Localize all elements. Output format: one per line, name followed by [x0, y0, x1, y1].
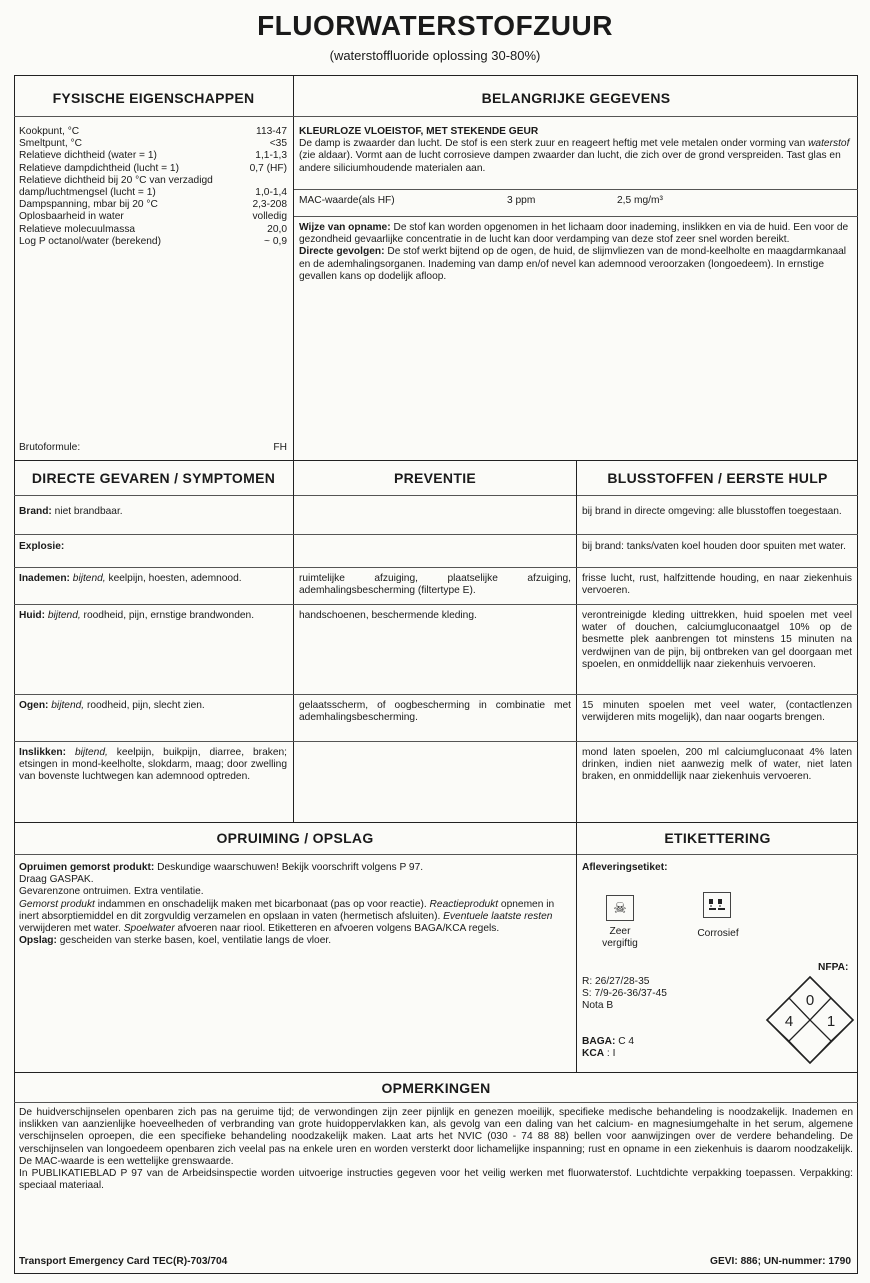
storage-instruction: Opslag: gescheiden van sterke basen, koel, ventilatie langs de vloer. [19, 935, 332, 947]
remarks-text [19, 1107, 853, 1192]
property-row: Relatieve dichtheid bij 20 °C van verzadigd [19, 174, 213, 186]
aid-inhalation: frisse lucht, rust, halfzittende houding, en naar ziekenhuis vervoeren. [582, 573, 852, 597]
mac-label: MAC-waarde(als HF) [299, 195, 395, 206]
mac-mg: 2,5 mg/m³ [617, 195, 663, 206]
aid-skin: verontreinigde kleding uittrekken, huid spoelen met veel water of douchen, calciumgluconaatgel 10% op de besmette plek aanbrengen tot minstens 15 minuten na verdwijnen van de pijn, bij ontbreken van gel doorgaan met spoelen, en onmiddellijk naar ziekenhuis vervoeren. [582, 610, 852, 670]
divider [576, 460, 577, 822]
waste-codes [582, 1036, 762, 1060]
first-aid-heading: BLUSSTOFFEN / EERSTE HULP [607, 470, 828, 486]
important-heading: BELANGRIJKE GEGEVENS [481, 90, 671, 106]
divider [14, 116, 858, 117]
formula-value: FH [273, 442, 287, 453]
divider [14, 1102, 858, 1103]
mac-ppm: 3 ppm [507, 195, 536, 206]
prevention-inhalation: ruimtelijke afzuiging, plaatselijke afzuiging, ademhalingsbescherming (filtertype E). [299, 573, 571, 597]
nfpa-reactivity-value: 1 [826, 1013, 836, 1030]
divider [14, 694, 858, 695]
intake-paragraph: Wijze van opname: De stof kan worden opgenomen in het lichaam door inademing, inslikken en via de huid. Een voor de gezondheid gevaarlijke concentratie in de lucht kan door verdamping van deze stof zeer snel worden bereikt. [299, 222, 849, 246]
prevention-heading: PREVENTIE [393, 470, 477, 486]
prevention-skin: handschoenen, beschermende kleding. [299, 610, 477, 621]
nfpa-diamond [765, 975, 855, 1065]
divider [293, 75, 294, 460]
kca-code: KCA : I [582, 1048, 616, 1060]
property-row: damp/luchtmengsel (lucht = 1) 1,0-1,4 [19, 187, 287, 199]
skull-icon: ☠ [606, 895, 634, 921]
appearance-lead: KLEURLOZE VLOEISTOF, MET STEKENDE GEUR [299, 126, 539, 137]
hazard-inhalation: Inademen: bijtend, keelpijn, hoesten, ademnood. [19, 573, 242, 584]
corrosive-icon [703, 892, 731, 918]
formula-row [19, 442, 287, 454]
hazard-explosion: Explosie: [19, 541, 65, 552]
important-description [299, 126, 852, 175]
property-row: Log P octanol/water (berekend) ~ 0,9 [19, 235, 287, 247]
property-row: Dampspanning, mbar bij 20 °C 2,3-208 [19, 199, 287, 211]
divider [293, 460, 294, 822]
risk-phrases [582, 976, 762, 1013]
storage-text [19, 862, 570, 947]
intake-section [299, 222, 852, 283]
aid-fire: bij brand in directe omgeving: alle blusstoffen toegestaan. [582, 506, 842, 517]
divider [14, 741, 858, 742]
physical-properties-list [19, 126, 287, 248]
symptoms-heading: DIRECTE GEVAREN / SYMPTOMEN [31, 470, 276, 486]
baga-code: BAGA: C 4 [582, 1036, 635, 1047]
nfpa-label: NFPA: [818, 962, 849, 973]
spill-procedure: Gemorst produkt indammen en onschadelijk maken met bicarbonaat (pas op voor reactie). Reactieprodukt opnemen in inert absorptiemiddel en dit zorgvuldig verzamelen en opslaan in vaten (hermetisch afsluiten). Eventuele laatste resten verwijderen met water. Spoelwater afvoeren naar riool. Etiketteren en afvoeren volgens BAGA/KCA regels. [19, 898, 555, 935]
formula-label: Brutoformule: [19, 442, 81, 453]
nota: Nota B [582, 1000, 614, 1012]
property-row: Relatieve molecuulmassa 20,0 [19, 223, 287, 235]
nfpa-health-value: 4 [784, 1013, 794, 1030]
corrosive-caption: Corrosief [697, 928, 739, 939]
property-row: Smeltpunt, °C <35 [19, 138, 287, 150]
property-row: Kookpunt, °C 113-47 [19, 126, 287, 137]
storage-heading: OPRUIMING / OPSLAG [216, 830, 374, 846]
s-phrases: S: 7/9-26-36/37-45 [582, 988, 667, 1000]
remarks-paragraph: In PUBLIKATIEBLAD P 97 van de Arbeidsinspectie worden uitvoerige instructies gegeven voor het veilig werken met fluorwaterstof. Luchtdichte verpakking toepassen. Verpakking: speciaal materiaal. [19, 1168, 853, 1192]
r-phrases: R: 26/27/28-35 [582, 976, 650, 987]
spill-instruction: Opruimen gemorst produkt: Deskundige waarschuwen! Bekijk voorschrift volgens P 97. [19, 862, 424, 873]
labeling-heading: ETIKETTERING [664, 830, 771, 846]
toxic-caption: Zeer vergiftig [602, 926, 638, 950]
physical-heading: FYSISCHE EIGENSCHAPPEN [52, 90, 255, 106]
aid-ingestion: mond laten spoelen, 200 ml calciumgluconaat 4% laten drinken, indien niet aanwezig melk of water, niet laten braken, en onmiddellijk naar ziekenhuis vervoeren. [582, 747, 852, 783]
divider [14, 822, 858, 823]
page-subtitle: (waterstoffluoride oplossing 30-80%) [329, 48, 541, 63]
aid-explosion: bij brand: tanks/vaten koel houden door spuiten met water. [582, 541, 846, 552]
divider [14, 1072, 858, 1073]
divider [294, 216, 858, 217]
mac-row [299, 195, 852, 209]
hazard-eyes: Ogen: bijtend, roodheid, pijn, slecht zien. [19, 700, 205, 711]
nfpa-fire-value: 0 [805, 992, 815, 1009]
divider [14, 534, 858, 535]
property-row: Relatieve dampdichtheid (lucht = 1) 0,7 (HF) [19, 162, 287, 174]
page-title: FLUORWATERSTOFZUUR [257, 10, 613, 41]
divider [14, 854, 858, 855]
spill-line: Gevarenzone ontruimen. Extra ventilatie. [19, 886, 204, 898]
divider [294, 189, 858, 190]
delivery-label: Afleveringsetiket: [582, 862, 668, 873]
divider [14, 567, 858, 568]
divider [14, 604, 858, 605]
spill-line: Draag GASPAK. [19, 874, 94, 886]
divider [14, 495, 858, 496]
property-row: Relatieve dichtheid (water = 1) 1,1-1,3 [19, 150, 287, 162]
footer-un-number: GEVI: 886; UN-nummer: 1790 [710, 1256, 851, 1267]
footer-card-id: Transport Emergency Card TEC(R)-703/704 [19, 1256, 228, 1267]
hazard-ingestion: Inslikken: bijtend, keelpijn, buikpijn, diarree, braken; etsingen in mond-keelholte, slokdarm, maag; door zwelling van bovenste luchtwegen kan ademnood optreden. [19, 747, 287, 783]
remarks-heading: OPMERKINGEN [381, 1080, 491, 1096]
remarks-paragraph: De huidverschijnselen openbaren zich pas na geruime tijd; de verwondingen zijn zeer pijnlijk en genezen moeilijk, specifieke medische behandeling is noodzakelijk. Inademen en inslikken van aanzienlijke hoeveelheden of verbranding van grote huidoppervlakken kan, als gevolg van een daling van het calcium- en magnesiumgehalte in het serum, algemene verschijnselen oproepen, die een specifieke behandeling noodzakelijk maken. Laat arts het NVIC (030 - 74 88 88) bellen voor aanwijzingen over de verdere behandeling. De verschijnselen van longoedeem openbaren zich veelal pas na enkele uren en worden versterkt door lichamelijke inspanning; rust en opname in een ziekenhuis is daarom noodzakelijk. De MAC-waarde is een wettelijke grenswaarde. [19, 1107, 853, 1167]
divider [576, 822, 577, 1072]
effects-paragraph: Directe gevolgen: De stof werkt bijtend op de ogen, de huid, de slijmvliezen van de mond-keelholte en maagdarmkanaal en de ademhalingsorganen. Inademing van damp en/of nevel kan ademnood veroorzaken (longoedeem). In ernstige gevallen kans op dodelijk afloop. [299, 246, 847, 282]
divider [14, 460, 858, 461]
hazard-fire: Brand: niet brandbaar. [19, 506, 123, 517]
property-row: Oplosbaarheid in water volledig [19, 211, 287, 223]
important-text: De damp is zwaarder dan lucht. De stof is een sterk zuur en reageert heftig met vele metalen onder vorming van waterstof (zie aldaar). Vormt aan de lucht corrosieve dampen zwaarder dan lucht, die zich over de grond verspreiden. Tast glas en andere siliciumhoudende materialen aan. [299, 138, 850, 174]
aid-eyes: 15 minuten spoelen met veel water, (contactlenzen verwijderen mits mogelijk), dan naar oogarts brengen. [582, 700, 852, 724]
hazard-skin: Huid: bijtend, roodheid, pijn, ernstige brandwonden. [19, 610, 255, 621]
prevention-eyes: gelaatsscherm, of oogbescherming in combinatie met ademhalingsbescherming. [299, 700, 571, 724]
